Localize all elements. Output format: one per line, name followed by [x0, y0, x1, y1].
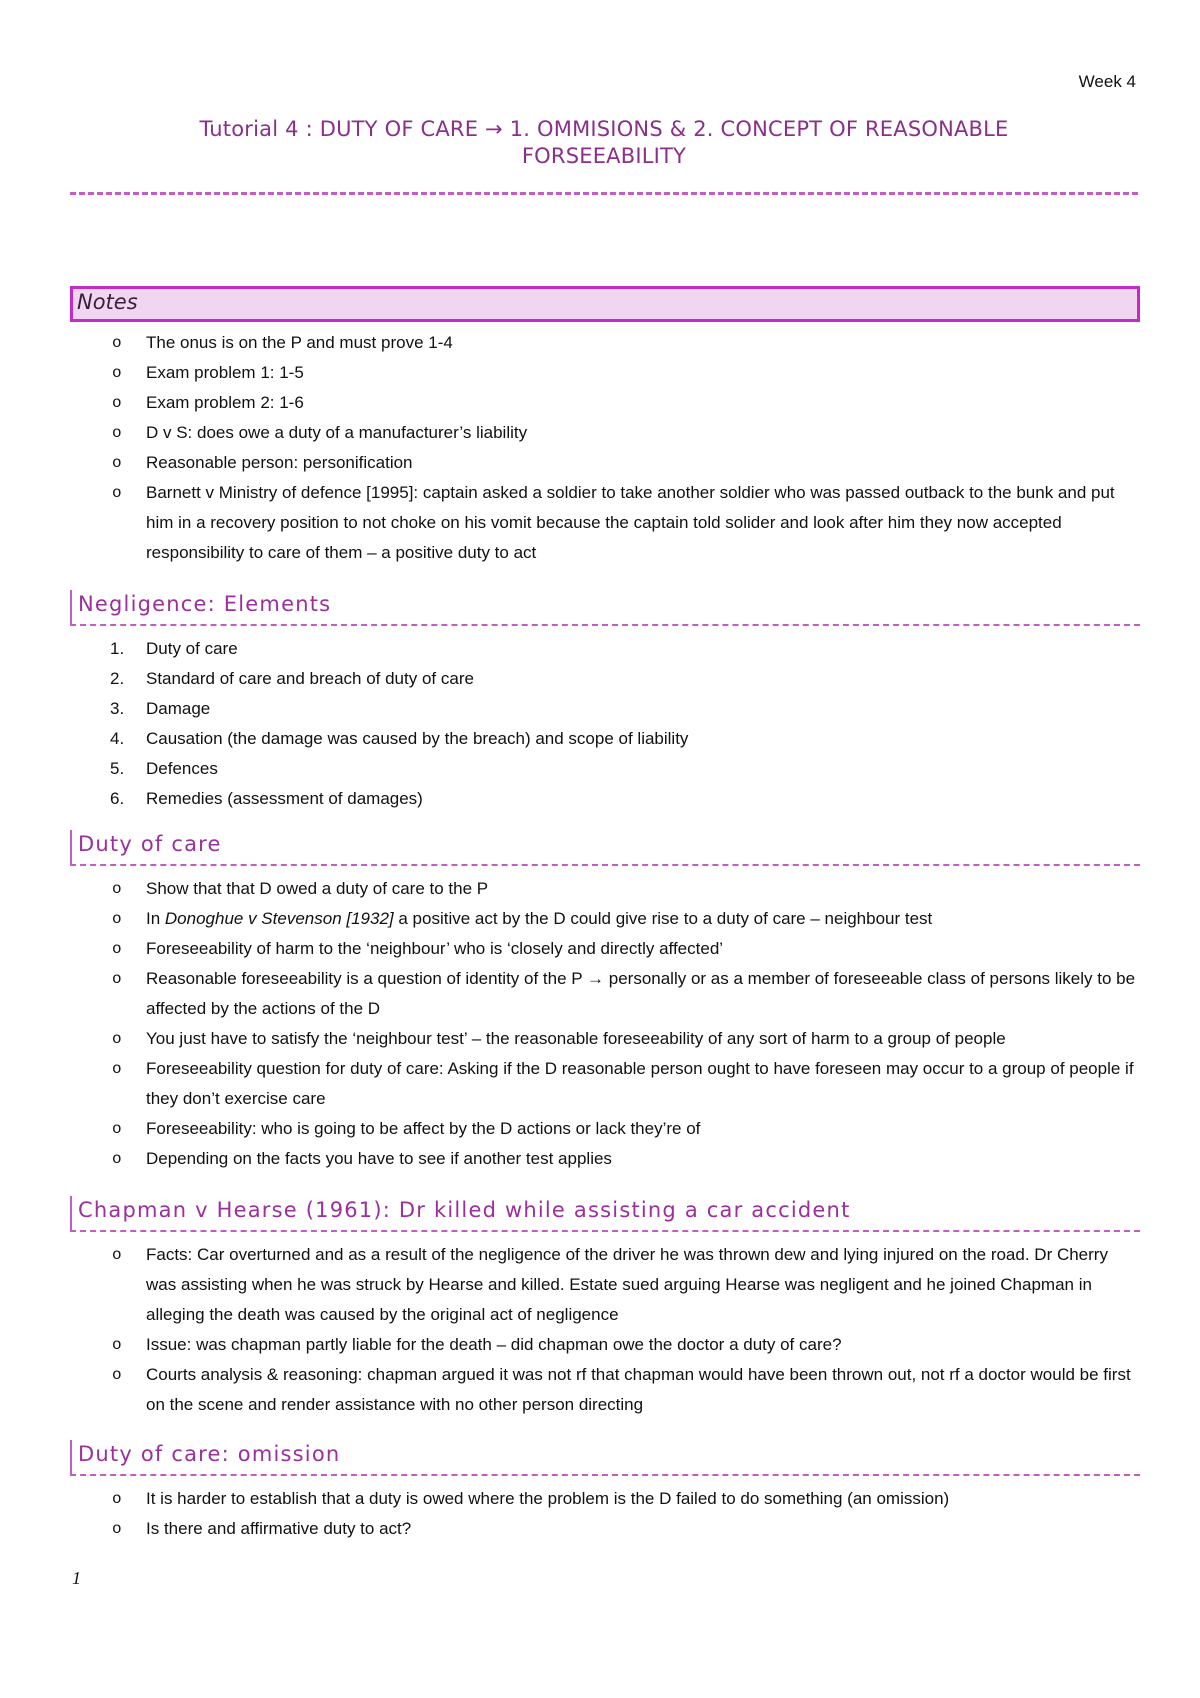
page-title [70, 116, 1138, 170]
list-item: 1. Duty of care [110, 639, 238, 658]
list-item: 6. Remedies (assessment of damages) [110, 789, 423, 808]
title-line-2: FORSEEABILITY [521, 144, 687, 168]
list-item: o The onus is on the P and must prove 1-4 [70, 328, 1140, 358]
list-item: 4. Causation (the damage was caused by the breach) and scope of liability [110, 729, 689, 748]
section-heading [70, 1196, 1140, 1232]
list-item: o D v S: does owe a duty of a manufacturer’s liability [70, 418, 1140, 448]
list-item: o Barnett v Ministry of defence [1995]: captain asked a soldier to take another soldier who was passed outback to the bunk and put him in a recovery position to not choke on his vomit because the captain told solider and look after him they now accepted responsibility to care of them – a positive duty to act [70, 478, 1140, 568]
duty-heading: Duty of care [78, 832, 222, 856]
list-item: o Show that that D owed a duty of care to the P [70, 874, 1140, 904]
title-divider [70, 192, 1138, 195]
list-item: o Foreseeability question for duty of care: Asking if the D reasonable person ought to have foreseen may occur to a group of people if they don’t exercise care [70, 1054, 1140, 1114]
list-item: o In Donoghue v Stevenson [1932] a positive act by the D could give rise to a duty of care – neighbour test [70, 904, 1140, 934]
list-item: o Reasonable person: personification [70, 448, 1140, 478]
section-heading [70, 590, 1140, 626]
list-item: o Exam problem 2: 1-6 [70, 388, 1140, 418]
elements-list [70, 634, 1140, 814]
notes-list [70, 328, 1140, 568]
list-item: o You just have to satisfy the ‘neighbour test’ – the reasonable foreseeability of any sort of harm to a group of people [70, 1024, 1140, 1054]
duty-section [70, 830, 1140, 1174]
list-item: o Reasonable foreseeability is a question of identity of the P → personally or as a member of foreseeable class of persons likely to be affected by the actions of the D [70, 964, 1140, 1024]
week-label: Week 4 [1078, 72, 1136, 91]
list-item: o Is there and affirmative duty to act? [70, 1514, 1140, 1544]
section-heading [70, 1440, 1140, 1476]
list-item: 3. Damage [110, 699, 211, 718]
title-line-1: Tutorial 4 : DUTY OF CARE → 1. OMMISIONS & 2. CONCEPT OF REASONABLE [199, 117, 1009, 141]
list-item: o It is harder to establish that a duty is owed where the problem is the D failed to do something (an omission) [70, 1484, 1140, 1514]
list-item: o Facts: Car overturned and as a result of the negligence of the driver he was thrown dew and lying injured on the road. Dr Cherry was assisting when he was struck by Hearse and killed. Estate sued arguing Hearse was negligent and he joined Chapman in alleging the death was caused by the original act of negligence [70, 1240, 1140, 1330]
duty-list [70, 874, 1140, 1174]
list-item: o Courts analysis & reasoning: chapman argued it was not rf that chapman would have been thrown out, not rf a doctor would be first on the scene and render assistance with no other person directing [70, 1360, 1140, 1420]
case-citation: Donoghue v Stevenson [1932] [164, 909, 394, 928]
section-heading [70, 830, 1140, 866]
elements-heading: Negligence: Elements [78, 592, 332, 616]
page-number: 1 [72, 1568, 81, 1588]
notes-heading-box [70, 286, 1140, 322]
list-item: o Issue: was chapman partly liable for the death – did chapman owe the doctor a duty of care? [70, 1330, 1140, 1360]
list-item: o Foreseeability: who is going to be affect by the D actions or lack they’re of [70, 1114, 1140, 1144]
omission-section [70, 1440, 1140, 1544]
list-item: o Exam problem 1: 1-5 [70, 358, 1140, 388]
chapman-section [70, 1196, 1140, 1420]
elements-section [70, 590, 1140, 814]
omission-list [70, 1484, 1140, 1544]
list-item: o Depending on the facts you have to see if another test applies [70, 1144, 1140, 1174]
list-item: 2. Standard of care and breach of duty of care [110, 669, 474, 688]
notes-section [70, 328, 1140, 568]
notes-heading: Notes [77, 290, 138, 314]
list-item: 5. Defences [110, 759, 218, 778]
list-item: o Foreseeability of harm to the ‘neighbour’ who is ‘closely and directly affected’ [70, 934, 1140, 964]
omission-heading: Duty of care: omission [78, 1442, 341, 1466]
chapman-heading: Chapman v Hearse (1961): Dr killed while assisting a car accident [78, 1198, 851, 1222]
chapman-list [70, 1240, 1140, 1420]
